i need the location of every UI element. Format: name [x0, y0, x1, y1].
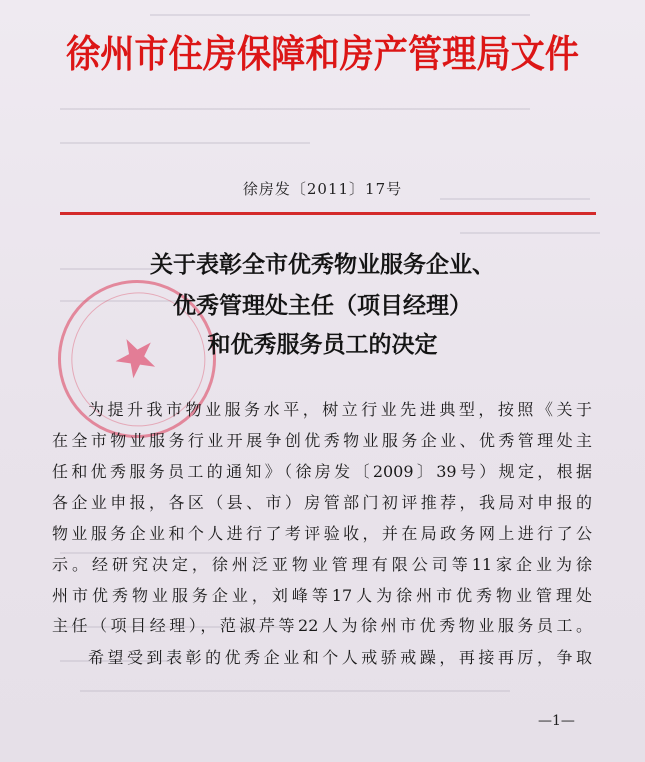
page-number: —1—	[538, 713, 575, 729]
body-line-7: 州市优秀物业服务企业，刘峰等17人为徐州市优秀物业管理处	[52, 586, 592, 605]
body-line-6: 示。经研究决定，徐州泛亚物业管理有限公司等11家企业为徐	[52, 555, 592, 574]
document-title-line-3: 和优秀服务员工的决定	[207, 331, 438, 358]
issuer-header: 徐州市住房保障和房产管理局文件	[65, 31, 579, 76]
body-line-2: 在全市物业服务行业开展争创优秀物业服务企业、优秀管理处主	[52, 431, 592, 450]
body-line-4: 各企业申报，各区（县、市）房管部门初评推荐，我局对申报的	[52, 493, 592, 512]
document-title-line-2: 优秀管理处主任（项目经理）	[173, 292, 472, 319]
red-rule-divider	[60, 212, 596, 215]
body-line-9: 希望受到表彰的优秀企业和个人戒骄戒躁，再接再厉，争取	[88, 648, 592, 667]
body-line-8: 主任（项目经理），范淑芹等22人为徐州市优秀物业服务员工。	[52, 616, 592, 635]
document-title-line-1: 关于表彰全市优秀物业服务企业、	[150, 251, 495, 278]
body-line-3: 任和优秀服务员工的通知》（徐房发〔2009〕39号）规定，根据	[52, 462, 592, 481]
document-number: 徐房发〔2011〕17号	[242, 180, 403, 198]
body-line-5: 物业服务企业和个人进行了考评验收，并在局政务网上进行了公	[52, 524, 592, 543]
body-line-1: 为提升我市物业服务水平，树立行业先进典型，按照《关于	[88, 400, 592, 419]
seal-star-icon: ★	[101, 319, 171, 395]
